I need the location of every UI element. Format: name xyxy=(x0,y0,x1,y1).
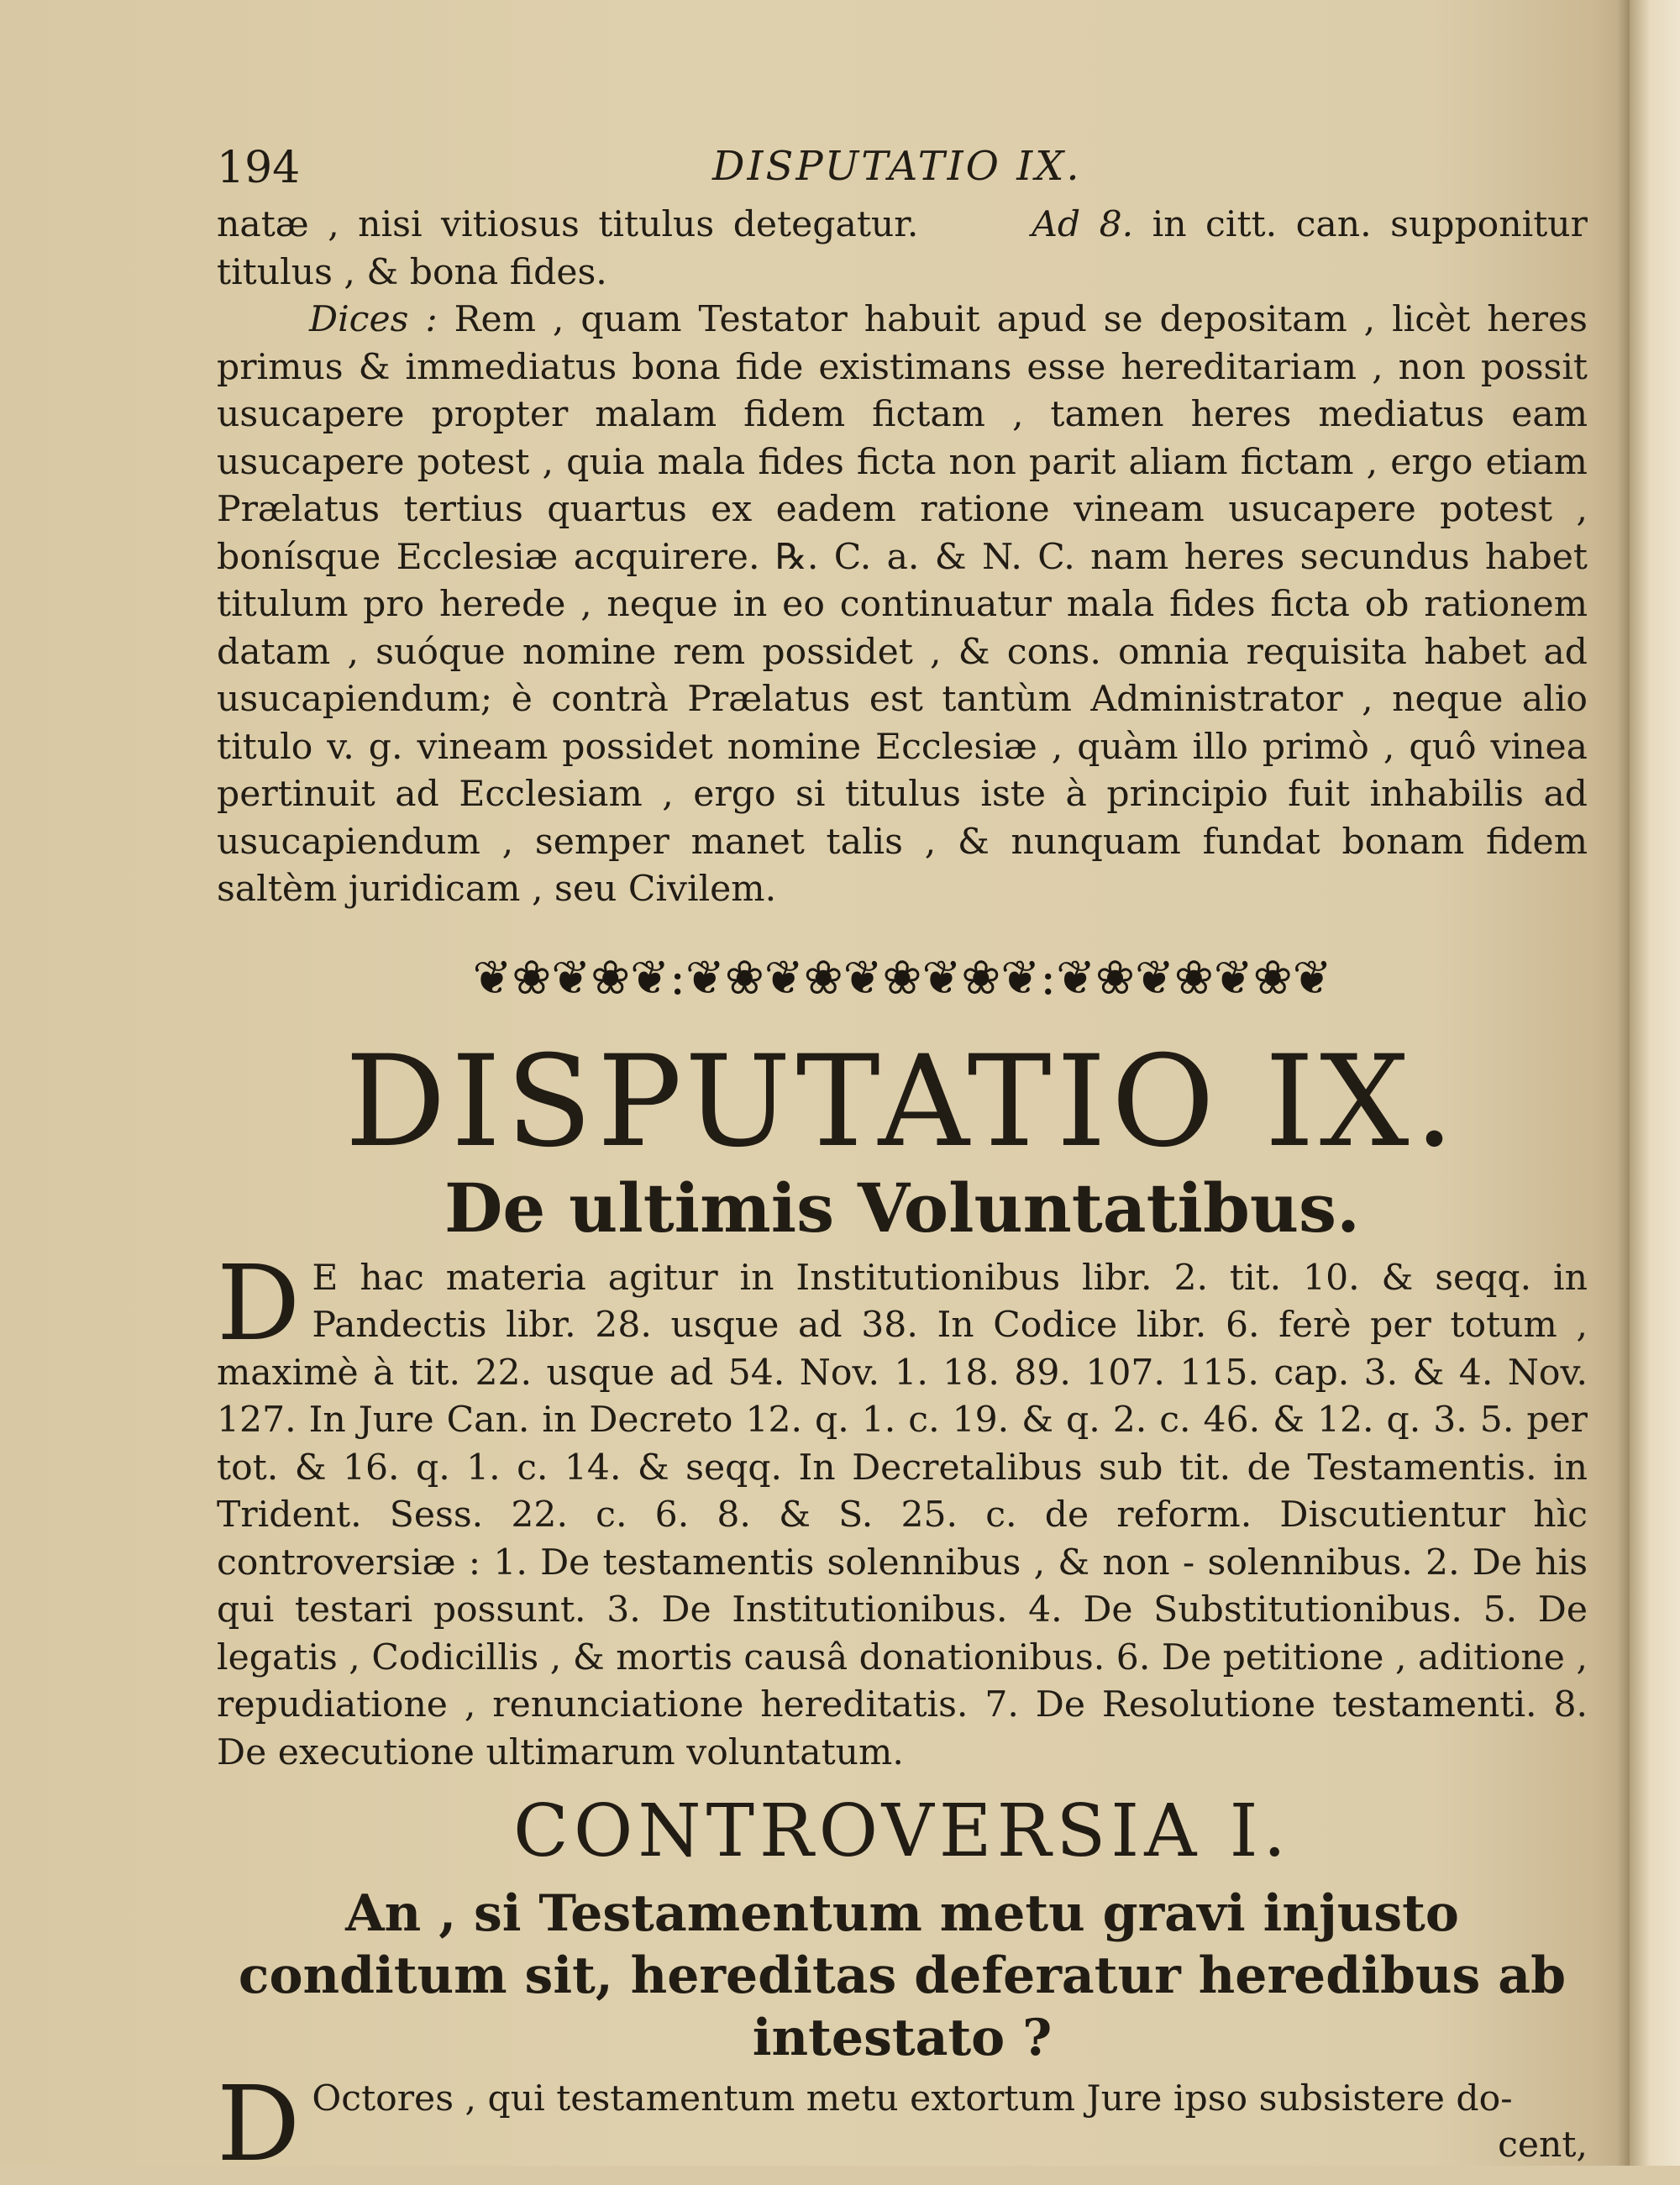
ornament-band: ❦❀❦❀❦:❦❀❦❀❦❀❦❀❦:❦❀❦❀❦❀❦ xyxy=(472,950,1332,1006)
controversia-dropcap: D xyxy=(217,2064,301,2185)
dices-paragraph xyxy=(217,297,1588,914)
catchword: cent, xyxy=(1498,2124,1588,2166)
top-line1-c: in citt. can. supponitur titulus , & bona fides. xyxy=(217,204,1588,293)
intro-block xyxy=(217,1242,1588,1778)
controversia-question: An , si Testamentum metu gravi injusto conditum sit, hereditas deferatur heredibus ab intestato ? xyxy=(238,1884,1567,2067)
disputatio-title: DISPUTATIO IX. xyxy=(344,1028,1460,1175)
intro-paragraph: E hac materia agitur in Institutionibus libr. 2. tit. 10. & seqq. in Pandectis libr. 28. usque ad 38. In Codice libr. 6. ferè per totum , maximè à tit. 22. usque ad 54. Nov. 1. 18. 89. 107. 115. cap. 3. & 4. Nov. 127. In Jure Can. in Decreto 12. q. 1. c. 19. & q. 2. c. 46. & 12. q. 3. 5. per tot. & 16. q. 1. c. 14. & seqq. In Decretalibus sub tit. de Testamentis. in Trident. Sess. 22. c. 6. 8. & S. 25. c. de reform. Discutientur hìc controversiæ : 1. De testamentis solennibus , & non - solennibus. 2. De his qui testari possunt. 3. De Institutionibus. 4. De Substitutionibus. 5. De legatis , Codicillis , & mortis causâ donationibus. 6. De petitione , aditione , repudiatione , renunciatione hereditatis. 7. De Resolutione testamenti. 8. De executione ultimarum voluntatum. xyxy=(217,1257,1588,1773)
dices-label: Dices : xyxy=(309,299,438,340)
page-gutter xyxy=(1630,0,1680,2166)
top-line1-a: natæ , nisi vitiosus titulus detegatur. xyxy=(217,204,919,245)
page-number: 194 xyxy=(217,143,301,193)
running-title: DISPUTATIO IX. xyxy=(712,143,1082,190)
controversia-block xyxy=(217,2064,1588,2185)
top-paragraph-1 xyxy=(217,202,1588,297)
running-head xyxy=(217,143,1588,202)
controversia-title: CONTROVERSIA I. xyxy=(513,1789,1291,1873)
dices-text: Rem , quam Testator habuit apud se depositam , licèt heres primus & immediatus bona fide existimans esse hereditariam , non possit usucapere propter malam fidem fictam , tamen heres mediatus eam usucapere potest , quia mala fides ficta non parit aliam fictam , ergo etiam Prælatus tertius quartus ex eadem ratione vineam usucapere potest , bonísque Ecclesiæ acquirere. ℞. C. a. & N. C. nam heres secundus habet titulum pro herede , neque in eo continuatur mala fides ficta ob rationem datam , suóque nomine rem possidet , & cons. omnia requisita habet ad usucapiendum; è contrà Prælatus est tantùm Administrator , neque alio titulo v. g. vineam possidet nomine Ecclesiæ , quàm illo primò , quô vinea pertinuit ad Ecclesiam , ergo si titulus iste à principio fuit inhabilis ad usucapiendum , semper manet talis , & nunquam fundat bonam fidem saltèm juridicam , seu Civilem. xyxy=(217,299,1588,910)
page-content xyxy=(217,143,1588,2185)
top-line1-ref: Ad 8. xyxy=(1032,204,1134,245)
disputatio-subtitle: De ultimis Voluntatibus. xyxy=(444,1168,1360,1247)
controversia-text: Octores , qui testamentum metu extortum Jure ipso subsistere do- xyxy=(312,2078,1513,2119)
intro-dropcap: D xyxy=(217,1242,301,1364)
